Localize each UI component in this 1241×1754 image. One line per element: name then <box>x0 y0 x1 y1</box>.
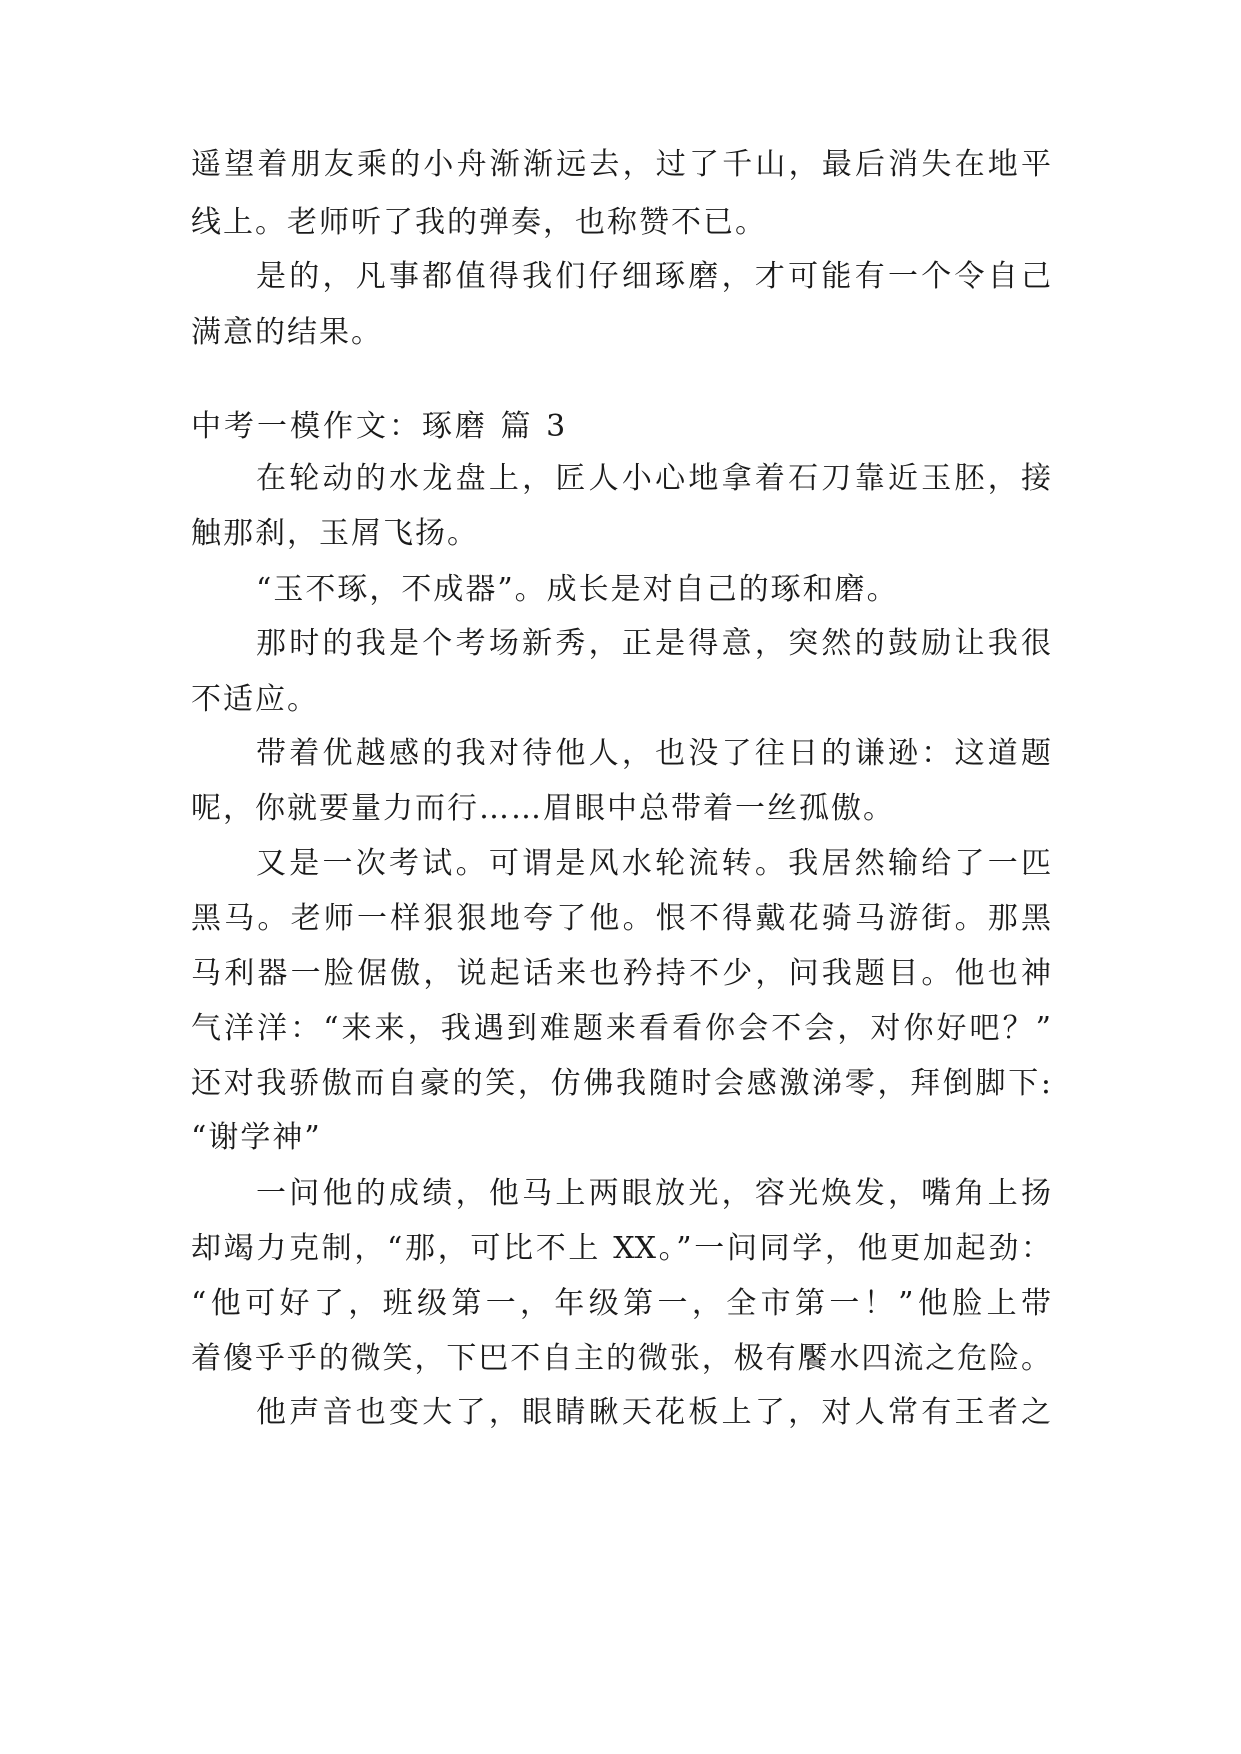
text-line: 黑马。老师一样狠狠地夸了他。恨不得戴花骑马游街。那黑 <box>191 901 1051 936</box>
text-line: 满意的结果。 <box>191 315 383 350</box>
text-line: 却竭力克制，“那，可比不上 XX。”一问同学，他更加起劲： <box>191 1231 1051 1266</box>
text-line: 在轮动的水龙盘上，匠人小心地拿着石刀靠近玉胚，接 <box>256 461 1051 496</box>
text-line: “他可好了，班级第一，年级第一，全市第一！”他脸上带 <box>191 1286 1051 1321</box>
text-line: 不适应。 <box>191 682 319 717</box>
text-line: 他声音也变大了，眼睛瞅天花板上了，对人常有王者之 <box>256 1395 1051 1430</box>
text-line: 气洋洋：“来来，我遇到难题来看看你会不会，对你好吧？” <box>191 1011 1051 1046</box>
text-line: 还对我骄傲而自豪的笑，仿佛我随时会感激涕零，拜倒脚下: <box>191 1066 1051 1101</box>
text-line: “谢学神” <box>191 1120 322 1155</box>
text-line: 那时的我是个考场新秀，正是得意，突然的鼓励让我很 <box>256 626 1051 661</box>
text-line: 带着优越感的我对待他人，也没了往日的谦逊：这道题 <box>256 736 1051 771</box>
text-line: 是的，凡事都值得我们仔细琢磨，才可能有一个令自己 <box>256 259 1051 294</box>
text-line: “玉不琢，不成器”。成长是对自己的琢和磨。 <box>256 572 899 607</box>
text-line: 着傻乎乎的微笑，下巴不自主的微张，极有饜水四流之危险。 <box>191 1341 1051 1376</box>
text-line: 遥望着朋友乘的小舟渐渐远去，过了千山，最后消失在地平 <box>191 147 1051 182</box>
section-heading: 中考一模作文：琢磨 篇 3 <box>191 409 569 444</box>
text-line: 呢，你就要量力而行……眉眼中总带着一丝孤傲。 <box>191 791 895 826</box>
text-line: 线上。老师听了我的弹奏，也称赞不已。 <box>191 205 767 240</box>
text-line: 一问他的成绩，他马上两眼放光，容光焕发，嘴角上扬 <box>256 1176 1051 1211</box>
text-line: 马利器一脸倨傲，说起话来也矜持不少，问我题目。他也神 <box>191 956 1051 991</box>
text-line: 又是一次考试。可谓是风水轮流转。我居然输给了一匹 <box>256 846 1051 881</box>
text-line: 触那刹，玉屑飞扬。 <box>191 516 479 551</box>
